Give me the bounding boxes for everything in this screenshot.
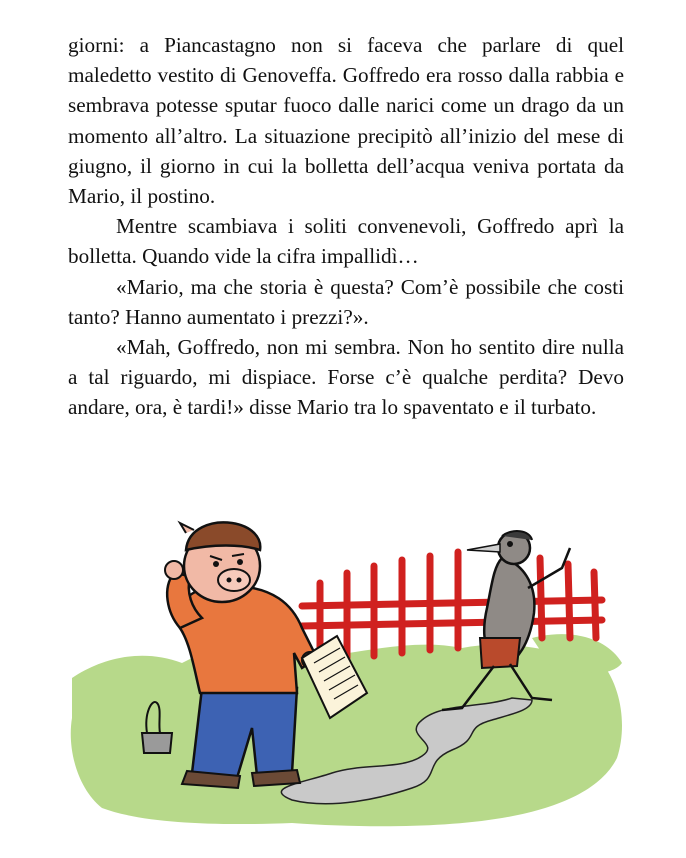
paragraph-3: «Mario, ma che storia è questa? Com’è possibile che costi tanto? Hanno aumentato i prezzi?».: [68, 274, 624, 329]
illustration-drawing: [62, 488, 632, 833]
paragraph-2: Mentre scambiava i soliti convenevoli, Goffredo aprì la bolletta. Quando vide la cifra impallidì…: [68, 214, 624, 269]
story-illustration: [62, 488, 632, 833]
story-text: [68, 30, 624, 423]
orange-shirt: [177, 585, 317, 693]
paragraph-1: giorni: a Piancastagno non si faceva che parlare di quel maledetto vestito di Genoveffa. Goffredo era rosso dalla rabbia e sembrava potesse sputar fuoco dalle narici come un drago da un momento all’altro. La situazione precipitò all’inizio del mese di giugno, il giorno in cui la bolletta dell’acqua veniva portata da Mario, il postino.: [68, 33, 624, 209]
mail-bag: [480, 638, 520, 668]
cap: [186, 522, 260, 550]
paragraph-4: «Mah, Goffredo, non mi sembra. Non ho sentito dire nulla a tal riguardo, mi dispiace. Forse c’è qualche perdita? Devo andare, ora, è tardi!» disse Mario tra lo spaventato e il turbato.: [68, 335, 624, 420]
